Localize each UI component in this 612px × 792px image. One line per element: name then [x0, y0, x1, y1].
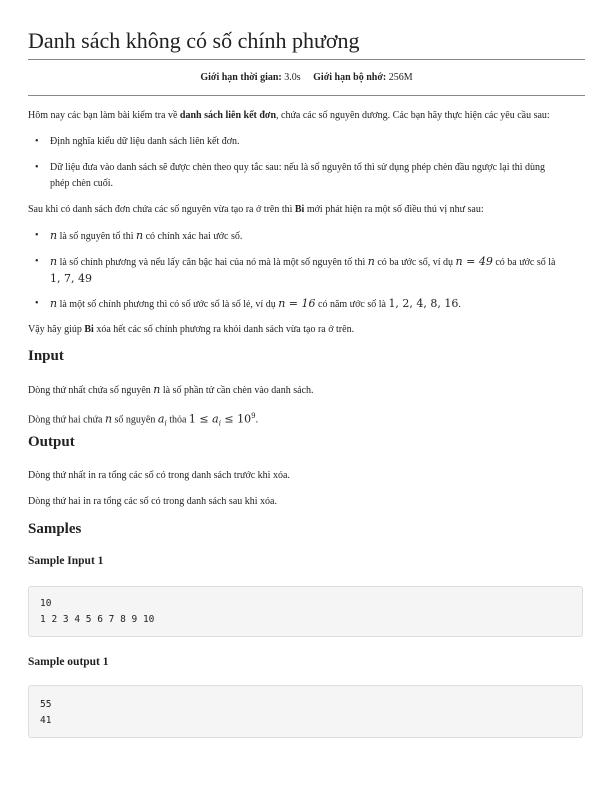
sample-output-line: 41 — [40, 715, 52, 726]
para3-bold: Bi — [84, 324, 94, 335]
math-var: n — [367, 255, 375, 268]
intro-paragraph — [28, 108, 585, 124]
math-superscript: 9 — [251, 412, 256, 420]
input-text: số nguyên — [112, 414, 158, 426]
fact-item — [50, 228, 585, 245]
math-var: n — [135, 229, 144, 242]
sample-input-block — [28, 586, 583, 637]
sample-output-line: 55 — [40, 699, 52, 710]
limits-bar — [28, 72, 585, 83]
input-line-2 — [28, 408, 585, 431]
math-var: n — [50, 229, 58, 242]
requirement-item: Định nghĩa kiểu dữ liệu danh sách liên kết đơn. — [50, 136, 240, 147]
input-line-1 — [28, 382, 585, 399]
math-expression: n = 16 — [278, 297, 316, 310]
input-text: Dòng thứ hai chứa — [28, 414, 105, 426]
math-expression: ≤ 10 — [220, 412, 252, 426]
input-heading: Input — [28, 348, 64, 364]
sample-output-heading: Sample output 1 — [28, 656, 109, 668]
requirement-text: Dữ liệu đưa vào danh sách sẽ được chèn theo quy tắc sau: nếu là số nguyên tố thì sử dụng phép chèn đầu ngược lại thì dùng — [50, 162, 546, 173]
fact-text: là số nguyên tố thì — [57, 231, 136, 242]
fact-text: có ba ước số là — [492, 257, 556, 268]
fact-text: có chính xác hai ước số. — [143, 231, 243, 242]
input-text: là số phần tử cần chèn vào danh sách. — [160, 385, 314, 396]
memory-limit-value: 256M — [388, 72, 413, 83]
math-var: n — [153, 383, 161, 396]
para3-text: Vậy hãy giúp — [28, 324, 85, 335]
time-limit-label: Giới hạn thời gian: — [200, 72, 282, 83]
fact-item — [50, 254, 585, 288]
bullet-icon: • — [35, 162, 39, 173]
fact-text: . — [458, 299, 461, 310]
requirement-item — [50, 160, 585, 192]
intro-text: Hôm nay các bạn làm bài kiểm tra về — [28, 110, 180, 121]
fact-text: có ba ước số, ví dụ — [374, 257, 456, 268]
input-text: thỏa — [166, 414, 189, 426]
fact-text: có năm ước số là — [315, 299, 389, 310]
limits-divider — [28, 95, 585, 96]
math-var: a — [157, 412, 165, 426]
math-subscript: i — [218, 419, 221, 428]
para2-text: Sau khi có danh sách đơn chứa các số nguyên vừa tạo ra ở trên thì — [28, 204, 295, 215]
memory-limit-label: Giới hạn bộ nhớ: — [313, 72, 387, 83]
bullet-icon: • — [35, 136, 39, 147]
output-line-1: Dòng thứ nhất in ra tổng các số có trong danh sách trước khi xóa. — [28, 470, 290, 481]
sample-input-line: 10 — [40, 598, 52, 609]
bullet-icon: • — [35, 256, 39, 267]
output-heading: Output — [28, 434, 75, 450]
para2-text-end: mới phát hiện ra một số điều thú vị như sau: — [304, 204, 484, 215]
observation-paragraph — [28, 202, 585, 218]
fact-text: là số chính phương và nếu lấy căn bậc hai của nó mà là một số nguyên tố thì — [57, 257, 368, 268]
sample-input-line: 1 2 3 4 5 6 7 8 9 10 — [40, 614, 155, 625]
requirement-text-cont: phép chèn cuối. — [50, 178, 114, 189]
sample-output-block — [28, 685, 583, 738]
fact-text: là một số chính phương thì có số ước số là số lẻ, ví dụ — [57, 299, 279, 310]
intro-bold: danh sách liên kết đơn — [179, 110, 277, 121]
intro-text-end: , chứa các số nguyên dương. Các bạn hãy thực hiện các yêu cầu sau: — [276, 110, 550, 121]
input-text: . — [255, 414, 259, 426]
page-title: Danh sách không có số chính phương — [28, 28, 360, 53]
title-divider — [28, 59, 585, 60]
para3-text-end: xóa hết các số chính phương ra khỏi danh sách vừa tạo ra ở trên. — [93, 324, 355, 335]
math-expression: 1, 2, 4, 8, 16 — [388, 297, 459, 310]
samples-heading: Samples — [28, 521, 82, 537]
math-subscript: i — [164, 419, 167, 428]
math-var: n — [104, 412, 113, 426]
math-var: a — [212, 412, 219, 426]
time-limit-value: 3.0s — [284, 72, 301, 83]
math-expression: n = 49 — [455, 255, 493, 268]
math-var: n — [50, 297, 58, 310]
sample-input-heading: Sample Input 1 — [28, 555, 104, 567]
bullet-icon: • — [35, 298, 39, 309]
math-expression: 1 ≤ — [188, 412, 213, 426]
para2-bold: Bi — [294, 204, 305, 215]
math-expression: 1, 7, 49 — [50, 272, 92, 285]
bullet-icon: • — [35, 230, 39, 241]
conclusion-paragraph — [28, 322, 585, 338]
input-text: Dòng thứ nhất chứa số nguyên — [28, 385, 154, 396]
fact-item — [50, 296, 585, 313]
math-var: n — [50, 255, 58, 268]
output-line-2: Dòng thứ hai in ra tổng các số có trong danh sách sau khi xóa. — [28, 496, 277, 507]
